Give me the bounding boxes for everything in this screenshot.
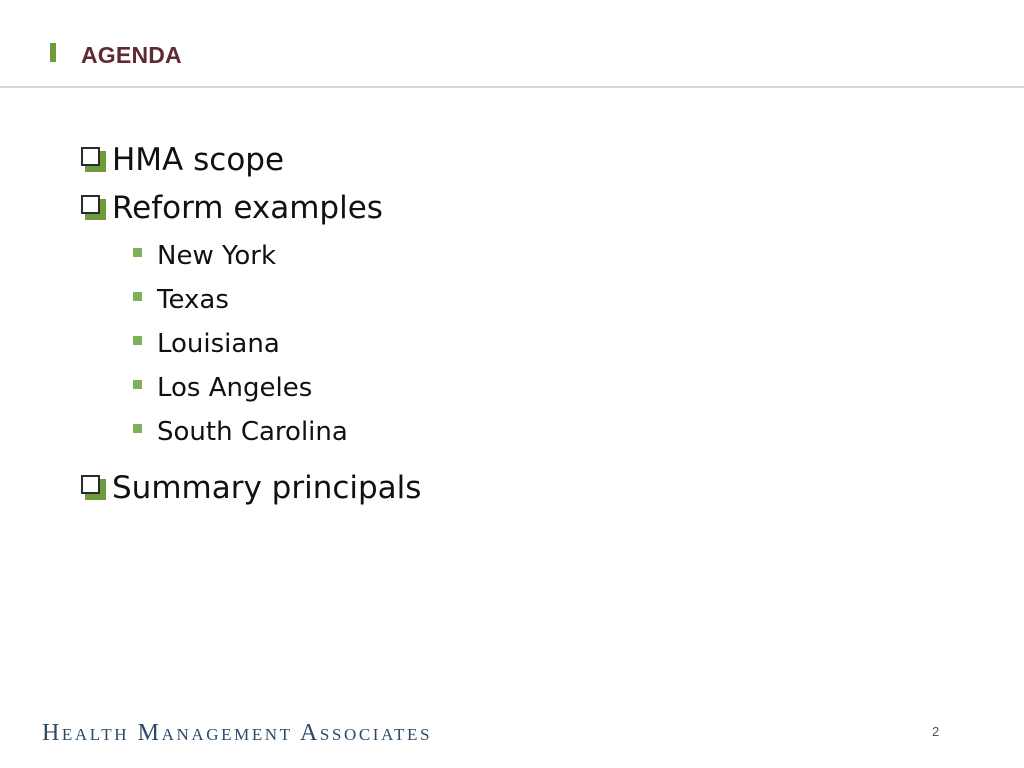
agenda-subitem: [133, 322, 961, 366]
agenda-sublist: [133, 234, 961, 454]
slide-title: AGENDA: [81, 42, 182, 68]
agenda-subitem-label: Louisiana: [157, 329, 280, 359]
checkbox-icon: [81, 195, 107, 221]
agenda-subitem-label: South Carolina: [157, 417, 348, 447]
agenda-subitem: [133, 278, 961, 322]
agenda-subitem-label: Los Angeles: [157, 373, 313, 403]
agenda-subitem-label: New York: [157, 241, 277, 271]
square-bullet-icon: [133, 380, 142, 389]
agenda-item: [81, 136, 961, 184]
title-divider: [0, 86, 1024, 88]
agenda-subitem: [133, 366, 961, 410]
agenda-subitem-label: Texas: [157, 285, 229, 315]
agenda-item: [81, 184, 961, 232]
agenda-list: [81, 136, 961, 512]
agenda-item-label: Summary principals: [112, 470, 422, 506]
square-bullet-icon: [133, 248, 142, 257]
agenda-item-label: HMA scope: [112, 142, 285, 178]
agenda-subitem: [133, 410, 961, 454]
title-accent-bar: [50, 43, 56, 62]
square-bullet-icon: [133, 292, 142, 301]
square-bullet-icon: [133, 336, 142, 345]
square-bullet-icon: [133, 424, 142, 433]
page-number: 2: [932, 724, 940, 739]
footer-brand-logo: Health Management Associates: [42, 720, 433, 746]
agenda-item-label: Reform examples: [112, 190, 383, 226]
agenda-subitem: [133, 234, 961, 278]
agenda-item: [81, 464, 961, 512]
checkbox-icon: [81, 147, 107, 173]
checkbox-icon: [81, 475, 107, 501]
